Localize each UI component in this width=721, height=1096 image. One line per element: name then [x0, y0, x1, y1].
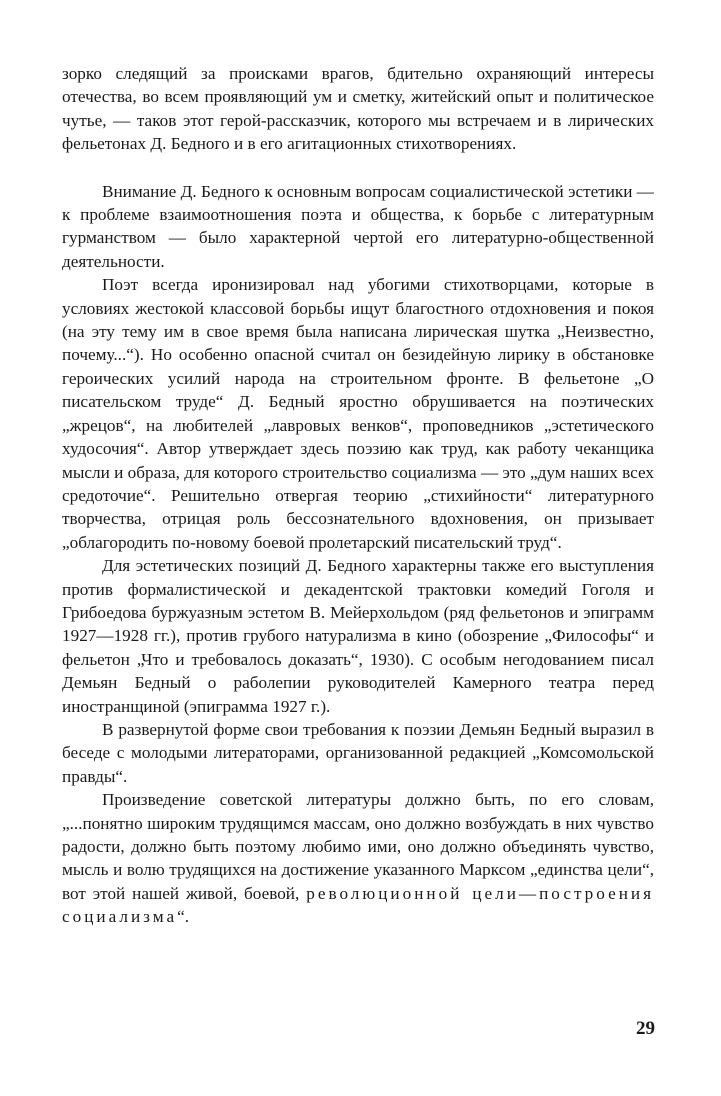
paragraph-3: Поэт всегда иронизировал над убогими стихотворцами, которые в условиях жестокой классовой борьбы ищут благостного отдохновения и покоя (на эту тему им в свое время была написана лирическая шутка „Неизвестно, почему...“). Но особенно опасной считал он безидейную лирику в обстановке героических усилий народа на строительном фронте. В фельетоне „О писательском труде“ Д. Бедный яростно обрушивается на поэтических „жрецов“, на любителей „лавровых венков“, проповедников „эстетического худосочия“. Автор утверждает здесь поэзию как труд, как работу чеканщика мысли и образа, для которого строительство социализма — это „дум наших всех средоточие“. Решительно отвергая теорию „стихийности“ литературного творчества, отрицая роль бессознательного вдохновения, он призывает „облагородить по-новому боевой пролетарский писательский труд“. [62, 275, 654, 552]
paragraph-2: Внимание Д. Бедного к основным вопросам социалистической эстетики — к проблеме взаимоотношения поэта и общества, к борьбе с литературным гурманством — было характерной чертой его литературно-общественной деятельности. [62, 181, 654, 271]
paragraph-6-spaced-quote: революционной цели—построения социализма [62, 883, 655, 927]
paragraph-6 [62, 788, 654, 928]
page-body [62, 62, 654, 929]
paragraph-6-text: Произведение советской литературы должно быть, по его словам, „...понятно широким трудящимся массам, оно должно возбуждать в них чувство радости, должно быть поэтому любимо ими, оно должно объединять чувство, мысль и волю трудящихся на достижение указанного Марксом „единства цели“, вот этой нашей живой, боевой, [62, 790, 654, 903]
paragraph-4: Для эстетических позиций Д. Бедного характерны также его выступления против формалистической и декадентской трактовки комедий Гоголя и Грибоедова буржуазным эстетом В. Мейерхольдом (ряд фельетонов и эпиграмм 1927—1928 гг.), против грубого натурализма в кино (обозрение „Философы“ и фельетон „Что и требовалось доказать“, 1930). С особым негодованием писал Демьян Бедный о раболепии руководителей Камерного театра перед иностранщиной (эпиграмма 1927 г.). [62, 556, 654, 716]
page-number: 29 [636, 1018, 655, 1039]
paragraph-6-tail: “. [177, 907, 190, 927]
paragraph-5: В развернутой форме свои требования к поэзии Демьян Бедный выразил в беседе с молодыми литераторами, организованной редакцией „Комсомольской правды“. [62, 719, 654, 786]
paragraph-1: зорко следящий за происками врагов, бдительно охраняющий интересы отечества, во всем проявляющий ум и сметку, житейский опыт и политическое чутье, — таков этот герой-рассказчик, которого мы встречаем и в лирических фельетонах Д. Бедного и в его агитационных стихотворениях. [62, 64, 654, 154]
